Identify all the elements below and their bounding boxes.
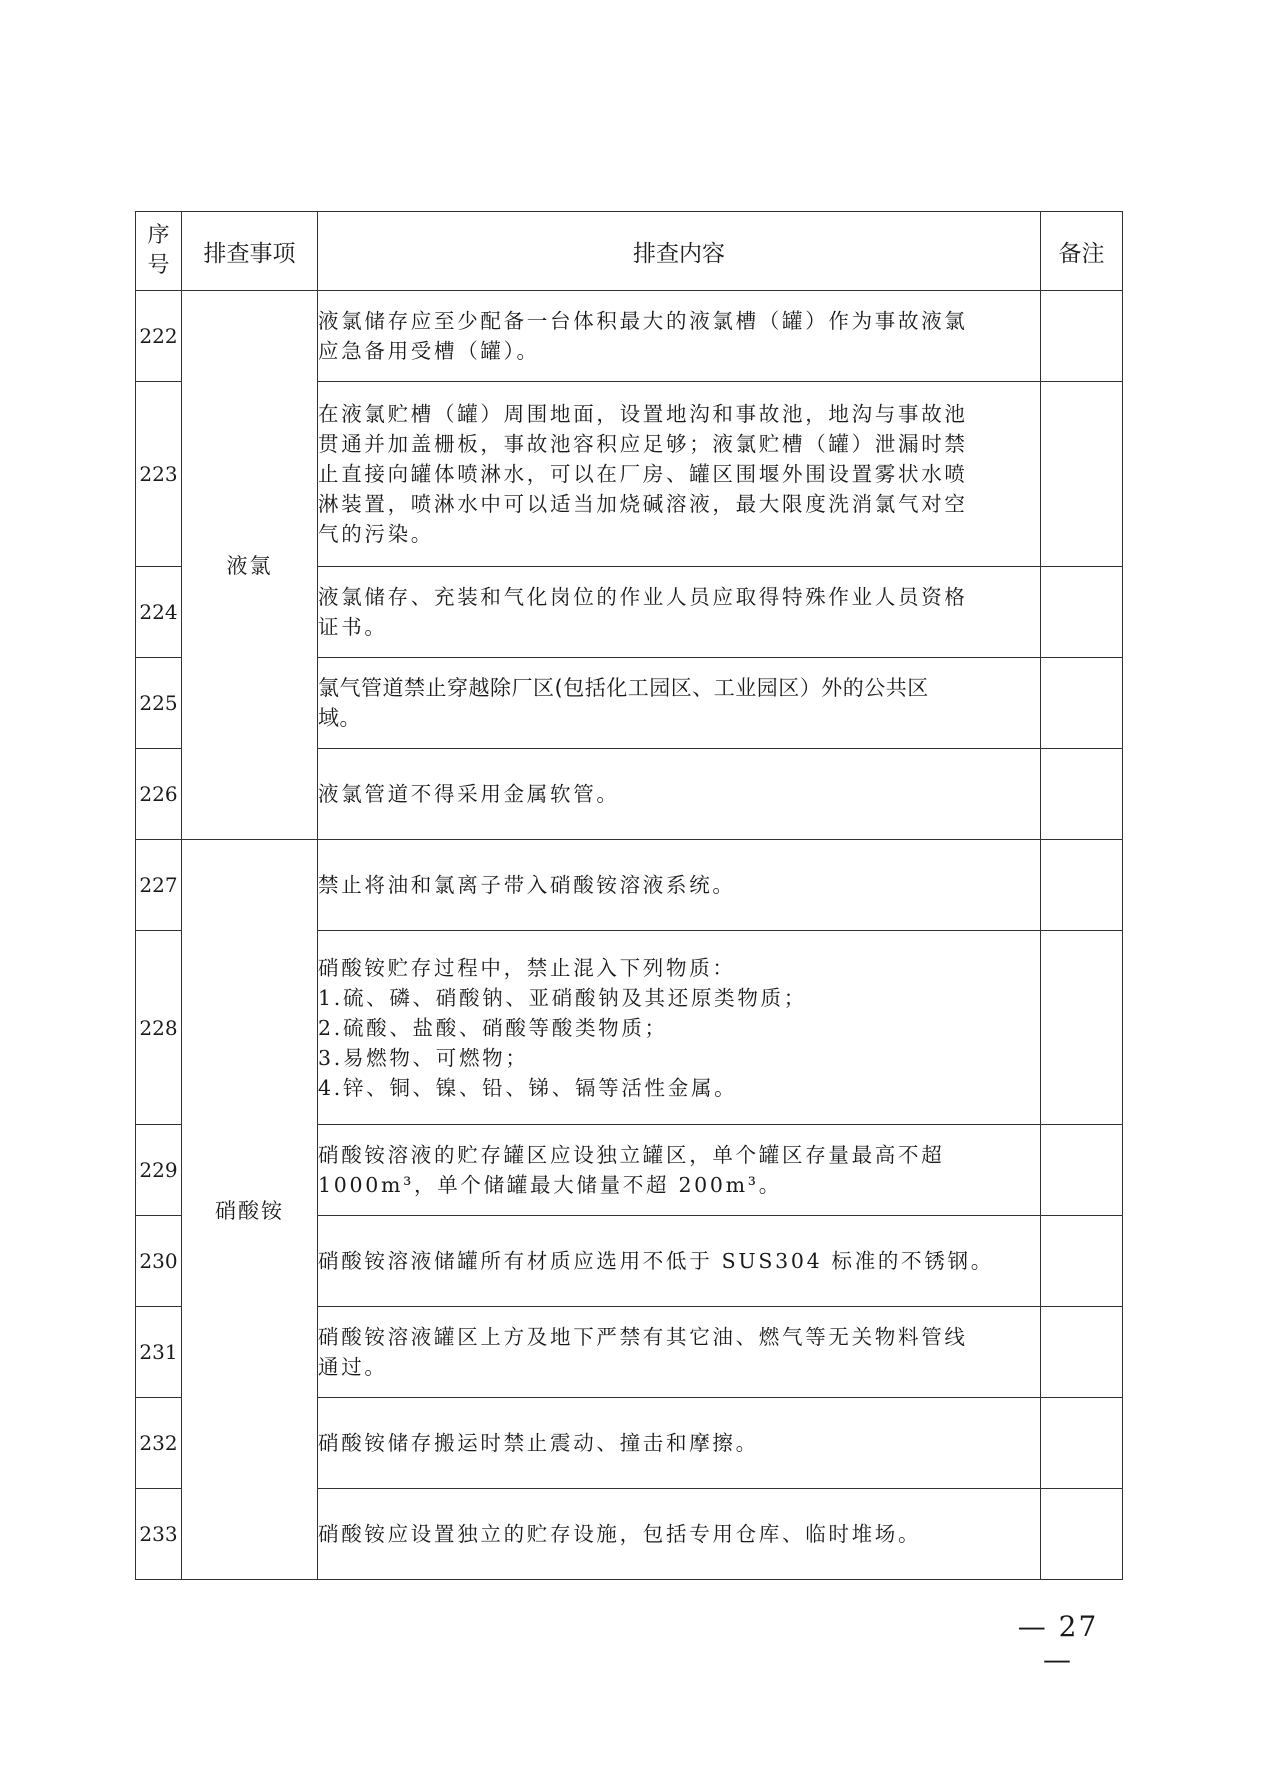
content-line: 1000m³，单个储罐最大储量不超 200m³。 xyxy=(318,1173,782,1197)
inspection-table xyxy=(135,211,1123,1580)
group-item-ammonium-nitrate: 硝酸铵 xyxy=(182,840,318,1580)
content-line: 液氯储存、充装和气化岗位的作业人员应取得特殊作业人员资格 xyxy=(318,585,968,609)
row-number: 230 xyxy=(136,1216,182,1307)
content-line: 通过。 xyxy=(318,1355,388,1379)
content-line: 硝酸铵应设置独立的贮存设施，包括专用仓库、临时堆场。 xyxy=(318,1522,922,1546)
row-number: 224 xyxy=(136,567,182,658)
content-line: 气的污染。 xyxy=(318,522,434,546)
row-content xyxy=(318,840,1041,931)
header-serial-line2: 号 xyxy=(147,253,170,278)
row-number: 228 xyxy=(136,931,182,1125)
row-note xyxy=(1041,1307,1123,1398)
row-content xyxy=(318,749,1041,840)
content-line: 硝酸铵溶液储罐所有材质应选用不低于 SUS304 标准的不锈钢。 xyxy=(318,1249,994,1273)
content-line: 氯气管道禁止穿越除厂区(包括化工园区、工业园区）外的公共区 xyxy=(318,676,929,700)
row-number: 222 xyxy=(136,291,182,382)
row-note xyxy=(1041,1125,1123,1216)
row-number: 225 xyxy=(136,658,182,749)
content-line: 液氯管道不得采用金属软管。 xyxy=(318,782,620,806)
row-note xyxy=(1041,1216,1123,1307)
row-number: 231 xyxy=(136,1307,182,1398)
row-content xyxy=(318,1125,1041,1216)
header-serial-line1: 序 xyxy=(147,223,170,248)
row-note xyxy=(1041,291,1123,382)
row-note xyxy=(1041,749,1123,840)
content-line: 硝酸铵溶液的贮存罐区应设独立罐区，单个罐区存量最高不超 xyxy=(318,1143,945,1167)
row-number: 226 xyxy=(136,749,182,840)
row-number: 233 xyxy=(136,1489,182,1580)
group-item-liquid-chlorine: 液氯 xyxy=(182,291,318,840)
content-line: 止直接向罐体喷淋水，可以在厂房、罐区围堰外围设置雾状水喷 xyxy=(318,462,968,486)
content-line: 3.易燃物、可燃物； xyxy=(318,1045,529,1070)
row-note xyxy=(1041,840,1123,931)
header-content: 排查内容 xyxy=(318,212,1041,291)
header-item: 排查事项 xyxy=(182,212,318,291)
row-note xyxy=(1041,1489,1123,1580)
row-note xyxy=(1041,567,1123,658)
row-content xyxy=(318,1307,1041,1398)
content-line: 贯通并加盖栅板，事故池容积应足够；液氯贮槽（罐）泄漏时禁 xyxy=(318,432,968,456)
content-line: 淋装置，喷淋水中可以适当加烧碱溶液，最大限度洗消氯气对空 xyxy=(318,492,968,516)
row-content xyxy=(318,931,1041,1125)
content-line: 1.硫、磷、硝酸钠、亚硝酸钠及其还原类物质； xyxy=(318,985,807,1010)
header-note: 备注 xyxy=(1041,212,1123,291)
header-serial-number xyxy=(136,212,182,291)
content-line: 证书。 xyxy=(318,615,388,639)
row-note xyxy=(1041,931,1123,1125)
row-note xyxy=(1041,382,1123,567)
row-content xyxy=(318,1216,1041,1307)
table-row xyxy=(136,291,1123,382)
row-number: 223 xyxy=(136,382,182,567)
row-number: 229 xyxy=(136,1125,182,1216)
row-note xyxy=(1041,658,1123,749)
row-content xyxy=(318,382,1041,567)
content-line: 液氯储存应至少配备一台体积最大的液氯槽（罐）作为事故液氯 xyxy=(318,309,968,333)
content-line: 4.锌、铜、镍、铅、锑、镉等活性金属。 xyxy=(318,1075,738,1100)
row-content xyxy=(318,658,1041,749)
content-line: 硝酸铵溶液罐区上方及地下严禁有其它油、燃气等无关物料管线 xyxy=(318,1325,968,1349)
content-line: 硝酸铵储存搬运时禁止震动、撞击和摩擦。 xyxy=(318,1431,759,1455)
row-content xyxy=(318,1489,1041,1580)
content-line: 2.硫酸、盐酸、硝酸等酸类物质； xyxy=(318,1015,668,1040)
content-line: 域。 xyxy=(318,706,361,730)
content-line: 禁止将油和氯离子带入硝酸铵溶液系统。 xyxy=(318,873,736,897)
row-content xyxy=(318,567,1041,658)
content-line: 在液氯贮槽（罐）周围地面，设置地沟和事故池，地沟与事故池 xyxy=(318,402,968,426)
row-content xyxy=(318,291,1041,382)
row-note xyxy=(1041,1398,1123,1489)
table-row xyxy=(136,840,1123,931)
content-line: 应急备用受槽（罐）。 xyxy=(318,339,540,363)
row-number: 227 xyxy=(136,840,182,931)
row-number: 232 xyxy=(136,1398,182,1489)
page-number: — 27 — xyxy=(1017,1610,1099,1676)
row-content xyxy=(318,1398,1041,1489)
content-line: 硝酸铵贮存过程中，禁止混入下列物质： xyxy=(318,955,736,980)
